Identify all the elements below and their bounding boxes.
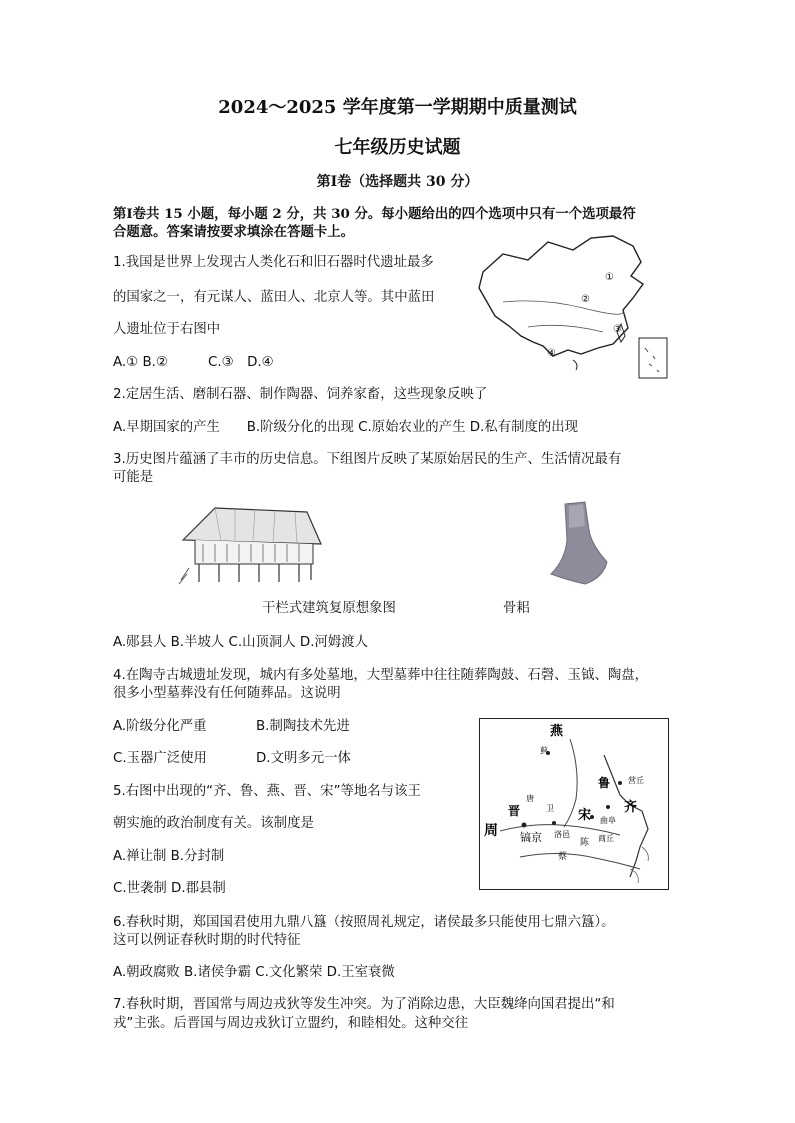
q3-caption-bone-spade: 骨耜: [503, 601, 530, 616]
q1-options: A.① B.② C.③ D.④: [113, 355, 274, 370]
q3-stem-line1: 3.历史图片蕴涵了丰市的历史信息。下组图片反映了某原始居民的生产、生活情况最有: [113, 452, 622, 467]
q6-stem-line1: 6.春秋时期，郑国国君使用九鼎八簋（按照周礼规定，诸侯最多只能使用七鼎六簋）。: [113, 915, 615, 930]
china-map: [473, 232, 673, 384]
map2-label-song: 宋: [578, 808, 592, 823]
map2-label-zhou: 周: [484, 823, 498, 839]
map2-label-lu: 鲁: [598, 776, 611, 790]
q1-stem-line3: 人遗址位于右图中: [113, 322, 221, 337]
instructions-line2: 合题意。答案请按要求填涂在答题卡上。: [113, 224, 355, 240]
q2-stem: 2.定居生活、磨制石器、制作陶器、饲养家畜，这些现象反映了: [113, 387, 488, 402]
map1-label-3: ③: [613, 324, 622, 335]
q7-stem-line1: 7.春秋时期，晋国常与周边戎狄等发生冲突。为了消除边患，大臣魏绛向国君提出“和: [113, 997, 615, 1012]
section-heading: 第Ⅰ卷（选择题共 30 分）: [316, 174, 479, 190]
map2-label-yan: 燕: [550, 724, 564, 739]
q3-options: A.郧县人 B.半坡人 C.山顶洞人 D.河姆渡人: [113, 635, 369, 650]
map2-label-qi: 齐: [624, 800, 638, 815]
map2-label-jin: 晋: [508, 804, 521, 818]
q1-stem-line1: 1.我国是世界上发现古人类化石和旧石器时代遗址最多: [113, 255, 434, 270]
map1-label-1: ①: [605, 272, 614, 283]
q3-caption-stilt-house: 干栏式建筑复原想象图: [262, 601, 396, 616]
q5-stem-line1: 5.右图中出现的“齐、鲁、燕、晋、宋”等地名与该王: [113, 784, 421, 799]
map2-label-ji: 蓟: [540, 746, 548, 755]
q4-option-a: A.阶级分化严重: [113, 719, 207, 734]
map2-label-luoyi: 洛邑: [554, 830, 570, 839]
q4-option-b: B.制陶技术先进: [256, 719, 350, 734]
map1-label-2: ②: [581, 294, 590, 305]
q2-options: A.早期国家的产生 B.阶级分化的出现 C.原始农业的产生 D.私有制度的出现: [113, 420, 579, 435]
q1-stem-line2: 的国家之一，有元谋人、蓝田人、北京人等。其中蓝田: [113, 290, 435, 305]
q4-stem-line1: 4.在陶寺古城遗址发现，城内有多处墓地，大型墓葬中往往随葬陶鼓、石磬、玉钺、陶盘，: [113, 668, 649, 683]
map2-label-wey: 卫: [546, 804, 554, 813]
q5-stem-line2: 朝实施的政治制度有关。该制度是: [113, 816, 314, 831]
stilt-house-image: [175, 500, 325, 585]
q4-option-d: D.文明多元一体: [256, 751, 351, 766]
map1-label-4: ④: [547, 348, 556, 359]
map2-label-qufu: 曲阜: [600, 816, 616, 825]
q4-option-c: C.玉器广泛使用: [113, 751, 207, 766]
q5-options-cd: C.世袭制 D.郡县制: [113, 881, 226, 896]
q6-stem-line2: 这可以例证春秋时期的时代特征: [113, 933, 301, 948]
q6-options: A.朝政腐败 B.诸侯争霸 C.文化繁荣 D.王室衰微: [113, 965, 395, 980]
map2-label-shangqiu: 商丘: [598, 834, 614, 843]
map2-label-tangdu: 唐: [526, 794, 534, 803]
q3-stem-line2: 可能是: [113, 470, 154, 485]
western-zhou-map: [479, 718, 669, 890]
q5-options-ab: A.禅让制 B.分封制: [113, 849, 225, 864]
q7-stem-line2: 戎”主张。后晋国与周边戎狄订立盟约，和睦相处。这种交往: [113, 1016, 469, 1031]
instructions-line1: 第Ⅰ卷共 15 小题，每小题 2 分，共 30 分。每小题给出的四个选项中只有一个选项最符: [113, 206, 636, 222]
q4-stem-line2: 很多小型墓葬没有任何随葬品。这说明: [113, 686, 341, 701]
map2-label-haojing: 镐京: [520, 831, 542, 844]
map2-label-chen: 陈: [580, 838, 590, 848]
map2-label-yingqiu: 营丘: [628, 776, 644, 785]
bone-spade-image: [545, 500, 615, 588]
exam-title: 2024～2025 学年度第一学期期中质量测试: [218, 97, 577, 118]
map2-label-cai: 蔡: [558, 852, 568, 862]
exam-subtitle: 七年级历史试题: [334, 137, 461, 158]
